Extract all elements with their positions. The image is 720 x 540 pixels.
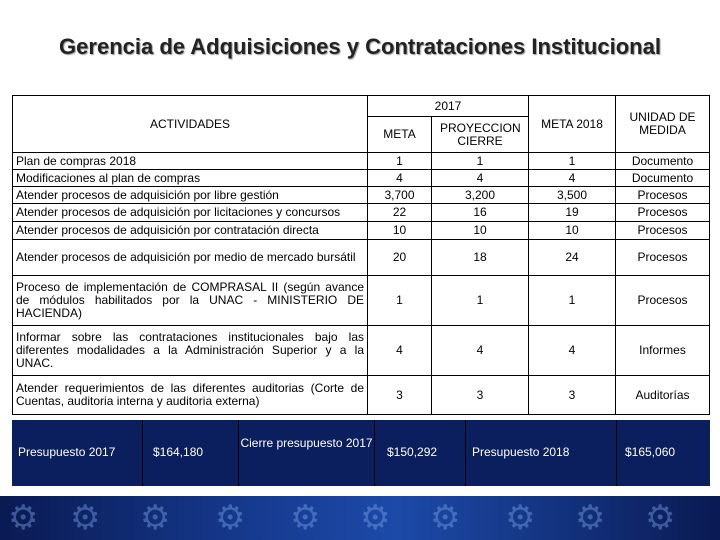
meta-cell — [368, 276, 431, 325]
proyeccion-value: 4 — [476, 170, 484, 185]
unidad-cell — [616, 326, 709, 375]
gear-icon: ⚙ — [70, 499, 101, 537]
proyeccion-cell — [432, 153, 528, 169]
meta2018-value: 10 — [565, 223, 579, 237]
header-actividades — [13, 96, 367, 152]
proyeccion-value: 3,200 — [464, 187, 496, 202]
budget-2018-label: Presupuesto 2018 — [472, 445, 570, 459]
meta2018-value: 3,500 — [556, 187, 588, 202]
unidad-value: Procesos — [637, 205, 688, 219]
budget-2018-value-cell — [617, 420, 710, 486]
activity-text: Atender procesos de adquisición por contratación directa — [16, 223, 319, 237]
proyeccion-value: 4 — [476, 343, 484, 357]
unidad-cell — [616, 153, 709, 169]
meta2018-value: 1 — [568, 153, 576, 168]
gear-icon: ⚙ — [360, 499, 391, 537]
unidad-value: Auditorías — [635, 387, 690, 402]
unidad-cell — [616, 204, 709, 221]
header-actividades-label: ACTIVIDADES — [149, 116, 230, 131]
footer-banner — [0, 496, 720, 540]
header-year — [368, 96, 528, 116]
meta-value: 10 — [392, 223, 407, 237]
meta2018-cell — [529, 170, 615, 186]
header-unidad — [616, 96, 709, 152]
proyeccion-cell — [432, 326, 528, 375]
activity-cell — [13, 326, 367, 375]
budget-2017-label-cell — [12, 420, 142, 486]
unidad-cell — [616, 170, 709, 186]
activities-table — [12, 95, 710, 415]
unidad-cell — [616, 376, 709, 414]
budget-cierre-value-cell — [375, 420, 465, 486]
activity-cell — [13, 187, 367, 203]
unidad-value: Informes — [639, 343, 686, 357]
activity-cell — [13, 240, 367, 275]
meta-value: 4 — [396, 170, 403, 185]
meta-cell — [368, 187, 431, 203]
proyeccion-cell — [432, 204, 528, 221]
unidad-value: Procesos — [637, 250, 688, 264]
proyeccion-cell — [432, 170, 528, 186]
budget-2017-value: $164,180 — [153, 445, 204, 459]
meta2018-cell — [529, 276, 615, 325]
unidad-value: Documento — [631, 153, 694, 168]
header-meta2018-label: META 2018 — [541, 116, 603, 131]
proyeccion-value: 1 — [476, 293, 484, 307]
proyeccion-cell — [432, 376, 528, 414]
gear-icon: ⚙ — [8, 499, 39, 537]
gear-icon: ⚙ — [430, 499, 461, 537]
activity-text: Atender procesos de adquisición por licitaciones y concursos — [16, 205, 341, 219]
meta2018-cell — [529, 153, 615, 169]
budget-2018-value: $165,060 — [625, 445, 676, 459]
activity-cell — [13, 222, 367, 239]
meta2018-cell — [529, 187, 615, 203]
meta2018-value: 1 — [568, 293, 576, 307]
activity-cell — [13, 170, 367, 186]
meta2018-cell — [529, 204, 615, 221]
meta2018-value: 3 — [568, 387, 576, 402]
activity-cell — [13, 153, 367, 169]
budget-2017-value-cell — [143, 420, 238, 486]
meta2018-cell — [529, 326, 615, 375]
gear-icon: ⚙ — [505, 499, 536, 537]
header-proyeccion-label: PROYECCION CIERRE — [440, 120, 521, 148]
meta2018-cell — [529, 376, 615, 414]
meta-cell — [368, 376, 431, 414]
gear-icon: ⚙ — [215, 499, 246, 537]
meta-value: 22 — [392, 205, 407, 219]
proyeccion-cell — [432, 240, 528, 275]
meta-cell — [368, 240, 431, 275]
meta2018-value: 4 — [568, 343, 576, 357]
meta2018-cell — [529, 240, 615, 275]
meta-cell — [368, 170, 431, 186]
meta-value: 3 — [396, 387, 403, 402]
gear-icon: ⚙ — [575, 499, 606, 537]
budget-cierre-label-cell — [239, 420, 374, 486]
proyeccion-cell — [432, 276, 528, 325]
header-meta-label: META — [383, 127, 416, 141]
meta-value: 4 — [396, 343, 403, 357]
unidad-value: Procesos — [637, 293, 688, 307]
gear-icon: ⚙ — [645, 499, 676, 537]
meta-value: 3,700 — [384, 187, 415, 202]
activity-text: Informar sobre las contrataciones institucionales bajo las diferentes modalidades a la Administración Superior y a la UNAC. — [16, 330, 364, 370]
budget-bar — [12, 420, 710, 486]
unidad-value: Procesos — [637, 223, 688, 237]
proyeccion-value: 10 — [473, 223, 487, 237]
proyeccion-cell — [432, 222, 528, 239]
activity-text: Proceso de implementación de COMPRASAL II (según avance de módulos habilitados por la UNAC - MINISTERIO DE HACIENDA) — [16, 280, 364, 320]
unidad-value: Procesos — [637, 187, 688, 202]
header-proyeccion — [432, 117, 528, 152]
unidad-cell — [616, 187, 709, 203]
budget-cierre-label: Cierre presupuesto 2017 — [240, 436, 373, 450]
meta-value: 1 — [396, 153, 403, 168]
header-year-label: 2017 — [434, 98, 462, 113]
proyeccion-cell — [432, 187, 528, 203]
meta-cell — [368, 326, 431, 375]
budget-2017-label: Presupuesto 2017 — [18, 445, 116, 459]
header-meta — [368, 117, 431, 152]
header-unidad-label: UNIDAD DE MEDIDA — [629, 110, 696, 137]
meta-cell — [368, 153, 431, 169]
activity-cell — [13, 204, 367, 221]
unidad-cell — [616, 276, 709, 325]
budget-2018-label-cell — [466, 420, 616, 486]
page-title: Gerencia de Adquisiciones y Contrataciones Institucional — [59, 34, 661, 59]
header-meta2018 — [529, 96, 615, 152]
proyeccion-value: 18 — [473, 250, 487, 264]
unidad-value: Documento — [631, 170, 694, 185]
meta2018-value: 19 — [565, 205, 579, 219]
unidad-cell — [616, 222, 709, 239]
meta-cell — [368, 204, 431, 221]
activity-text: Atender procesos de adquisición por medio de mercado bursátil — [16, 250, 356, 264]
budget-cierre-value: $150,292 — [387, 445, 438, 459]
gear-icon: ⚙ — [140, 499, 171, 537]
unidad-cell — [616, 240, 709, 275]
proyeccion-value: 3 — [476, 387, 484, 402]
meta2018-cell — [529, 222, 615, 239]
activity-cell — [13, 376, 367, 414]
gear-icon: ⚙ — [290, 499, 321, 537]
activity-cell — [13, 276, 367, 325]
meta2018-value: 4 — [568, 170, 576, 185]
meta-value: 1 — [396, 293, 403, 307]
activity-text: Atender requerimientos de las diferentes auditorias (Corte de Cuentas, auditoria interna y auditoria externa) — [16, 381, 364, 408]
activity-text: Modificaciones al plan de compras — [16, 170, 201, 185]
meta2018-value: 24 — [565, 250, 579, 264]
proyeccion-value: 1 — [476, 153, 484, 168]
meta-value: 20 — [392, 250, 407, 264]
activity-text: Plan de compras 2018 — [16, 153, 137, 168]
meta-cell — [368, 222, 431, 239]
activity-text: Atender procesos de adquisición por libre gestión — [16, 187, 279, 202]
proyeccion-value: 16 — [473, 205, 487, 219]
